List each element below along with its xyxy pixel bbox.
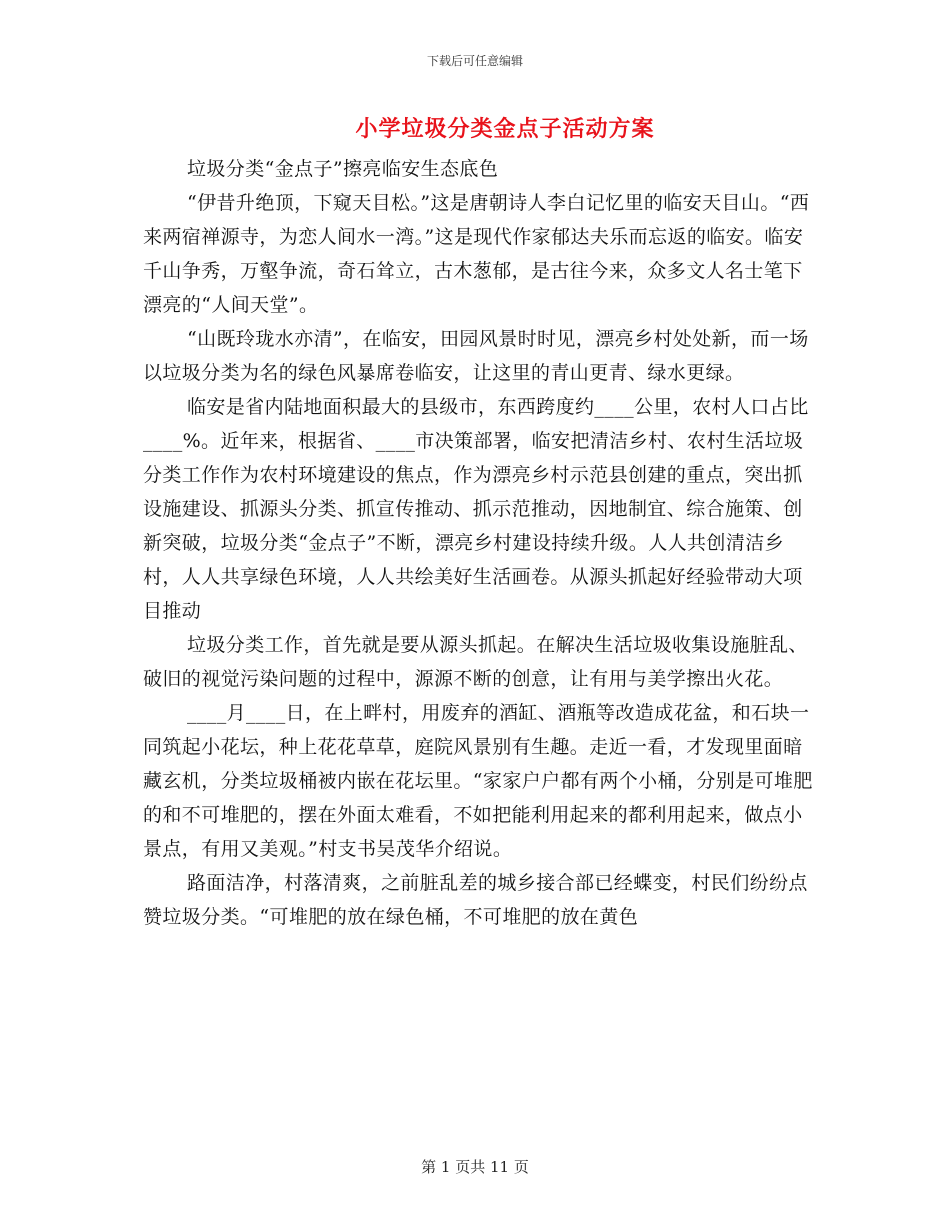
- paragraph: “伊昔升绝顶，下窥天目松。”这是唐朝诗人李白记忆里的临安天目山。“西来两宿禅源寺，为恋人间水一湾。”这是现代作家郁达夫乐而忘返的临安。临安千山争秀，万壑争流，奇石耸立，古木葱郁，是古往今来，众多文人名士笔下漂亮的“人间天堂”。: [143, 192, 810, 316]
- document-title: 小学垃圾分类金点子活动方案: [355, 116, 655, 142]
- document-body: [143, 152, 813, 934]
- page-header-note: 下载后可任意编辑: [426, 54, 523, 68]
- page-number: 第 1 页共 11 页: [421, 1158, 529, 1176]
- paragraph: 临安是省内陆地面积最大的县级市，东西跨度约____公里，农村人口占比____%。近年来，根据省、____市决策部署，临安把清洁乡村、农村生活垃圾分类工作作为农村环境建设的焦点，作为漂亮乡村示范县创建的重点，突出抓设施建设、抓源头分类、抓宣传推动、抓示范推动，因地制宜、综合施策、创新突破，垃圾分类“金点子”不断，漂亮乡村建设持续升级。人人共创清洁乡村，人人共享绿色环境，人人共绘美好生活画卷。从源头抓起好经验带动大项目推动: [143, 396, 809, 622]
- paragraph: ____月____日，在上畔村，用废弃的酒缸、酒瓶等改造成花盆，和石块一同筑起小花坛，种上花花草草，庭院风景别有生趣。走近一看，才发现里面暗藏玄机，分类垃圾桶被内嵌在花坛里。“家家户户都有两个小桶，分别是可堆肥的和不可堆肥的，摆在外面太难看，不如把能利用起来的都利用起来，做点小景点，有用又美观。”村支书吴茂华介绍说。: [143, 702, 813, 860]
- paragraph: “山既玲珑水亦清”，在临安，田园风景时时见，漂亮乡村处处新，而一场以垃圾分类为名的绿色风暴席卷临安，让这里的青山更青、绿水更绿。: [143, 328, 809, 384]
- paragraph: 垃圾分类工作，首先就是要从源头抓起。在解决生活垃圾收集设施脏乱、破旧的视觉污染问题的过程中，源源不断的创意，让有用与美学擦出火花。: [143, 634, 808, 690]
- paragraph: 路面洁净，村落清爽，之前脏乱差的城乡接合部已经蝶变，村民们纷纷点赞垃圾分类。“可堆肥的放在绿色桶，不可堆肥的放在黄色: [143, 872, 808, 928]
- paragraph-subtitle: 垃圾分类“金点子”擦亮临安生态底色: [187, 158, 499, 180]
